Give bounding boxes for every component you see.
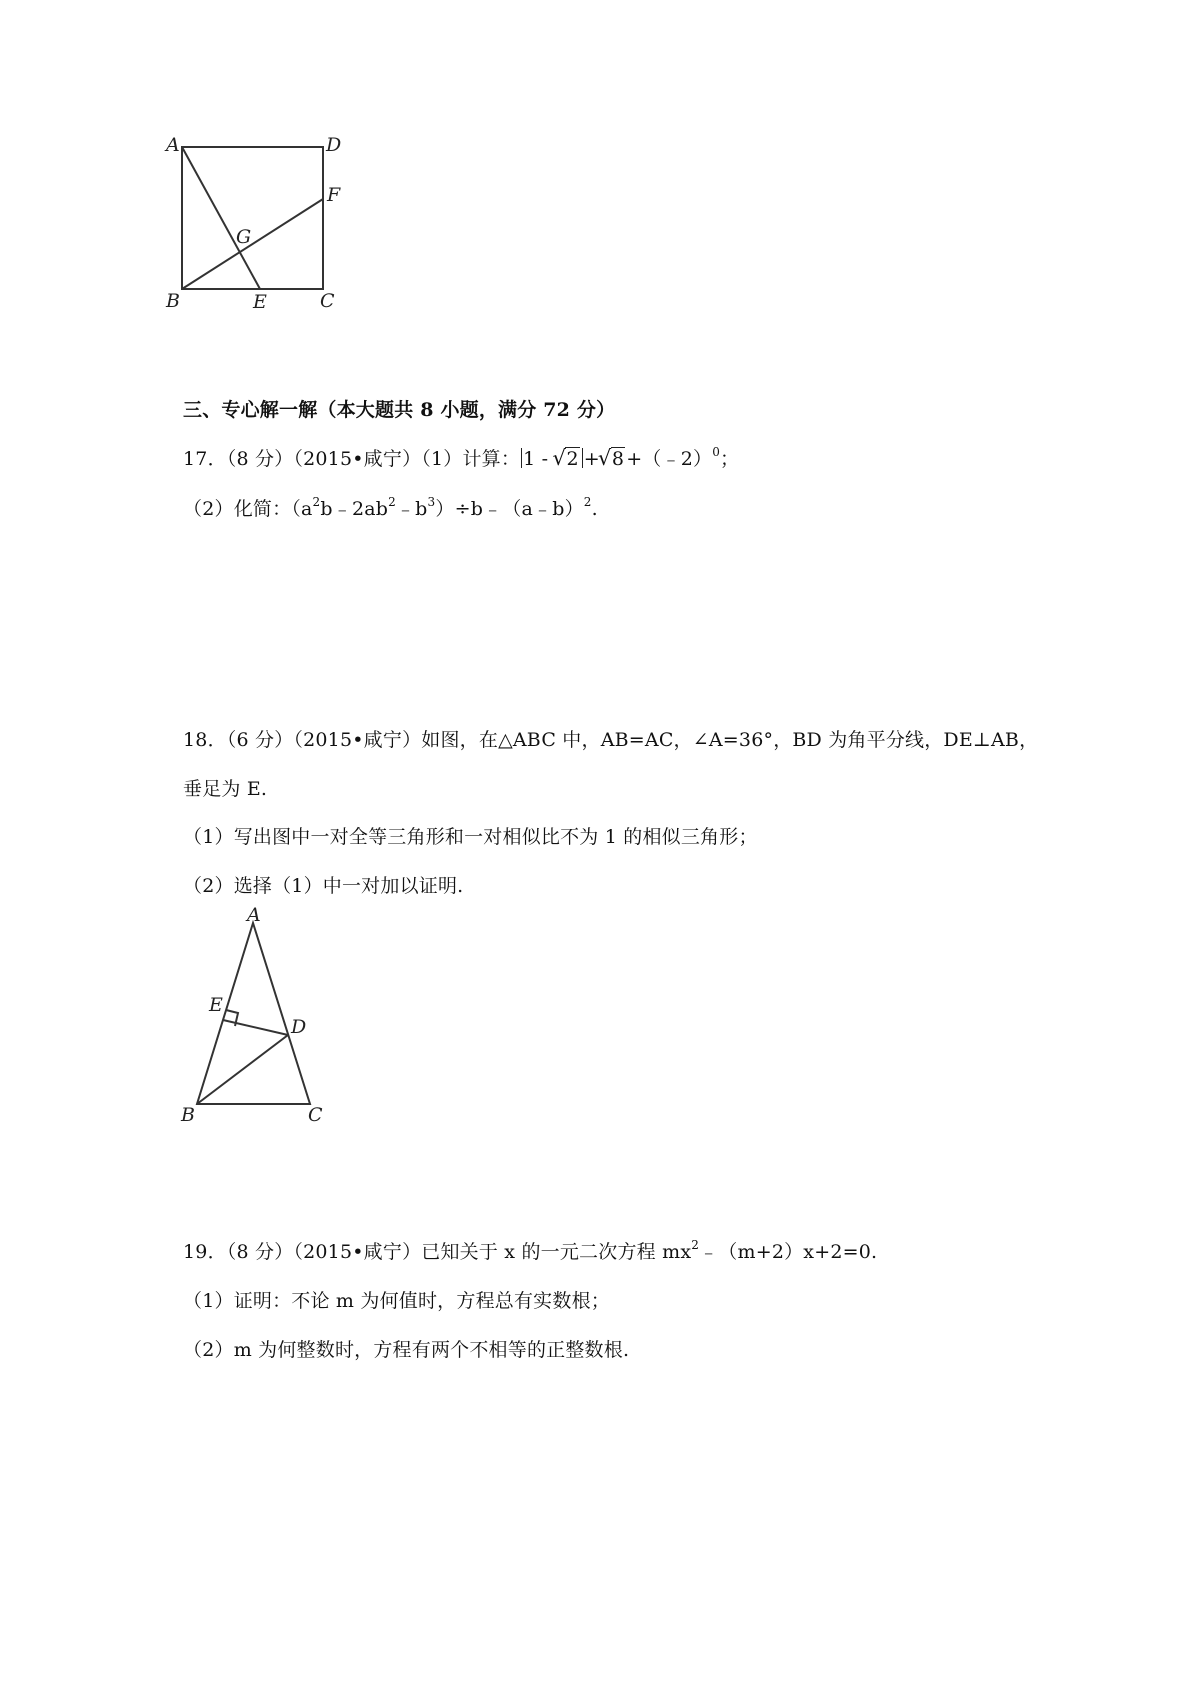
q17-sqrt8: 8 <box>611 448 625 470</box>
q17-sqrt2: 2 <box>566 448 579 470</box>
q17-abs-1: 1 <box>523 448 536 470</box>
label-D: D <box>291 1016 307 1038</box>
q18-part2: （2）选择（1）中一对加以证明. <box>183 875 464 897</box>
label-E: E <box>253 291 267 313</box>
label-F: F <box>327 184 341 206</box>
triangle-figure <box>175 905 335 1125</box>
label-C: C <box>320 290 335 312</box>
q17-prefix: 17．（8 分）（2015•咸宁）（1）计算： <box>183 448 521 470</box>
q17-l2-exp4: 2 <box>583 495 592 509</box>
label-B: B <box>181 1104 195 1125</box>
q17-plus: + <box>583 448 600 470</box>
abs-bar-right <box>582 448 583 468</box>
label-A: A <box>247 905 261 926</box>
label-C: C <box>308 1104 323 1125</box>
q18-part1: （1）写出图中一对全等三角形和一对相似比不为 1 的相似三角形； <box>183 826 758 848</box>
q17-rest: +（﹣2） <box>626 448 713 470</box>
q18-line1: 18．（6 分）（2015•咸宁）如图，在△ABC 中，AB=AC，∠A=36°，BD 为角平分线，DE⊥AB， <box>183 729 1039 751</box>
q17-exp0: 0 <box>712 445 721 459</box>
label-G: G <box>236 226 252 248</box>
q17-line1 <box>183 444 739 471</box>
q17-minus: - <box>535 448 555 470</box>
q17-l2-d: ）÷b﹣（a﹣b） <box>435 498 584 520</box>
q17-l2-exp3: 3 <box>427 495 436 509</box>
q17-l2-exp1: 2 <box>312 495 321 509</box>
sqrt-icon <box>555 448 579 470</box>
square-figure <box>160 125 380 315</box>
q17-l2-exp2: 2 <box>388 495 396 509</box>
q19-l1-b: ﹣（m+2）x+2=0. <box>699 1241 878 1263</box>
section-heading: 三、专心解一解（本大题共 8 小题，满分 72 分） <box>183 399 616 421</box>
label-E: E <box>209 994 223 1016</box>
q17-line2 <box>183 494 598 521</box>
sqrt-icon <box>601 448 625 470</box>
q19-line1 <box>183 1237 877 1264</box>
q19-part2: （2）m 为何整数时，方程有两个不相等的正整数根. <box>183 1339 630 1361</box>
label-D: D <box>326 134 342 156</box>
q17-end: ； <box>720 448 740 470</box>
q19-l1-exp: 2 <box>691 1238 700 1252</box>
q17-l2-end: . <box>591 498 598 520</box>
q19-l1-a: 19．（8 分）（2015•咸宁）已知关于 x 的一元二次方程 mx <box>183 1241 692 1263</box>
q17-l2-c: ﹣b <box>395 498 428 520</box>
abs-bar-left <box>521 448 522 468</box>
q17-l2-a: （2）化简：（a <box>183 498 313 520</box>
q19-part1: （1）证明：不论 m 为何值时，方程总有实数根； <box>183 1290 610 1312</box>
q18-line2: 垂足为 E. <box>183 778 268 800</box>
label-B: B <box>166 290 180 312</box>
label-A: A <box>166 134 180 156</box>
q17-l2-b: b﹣2ab <box>320 498 389 520</box>
